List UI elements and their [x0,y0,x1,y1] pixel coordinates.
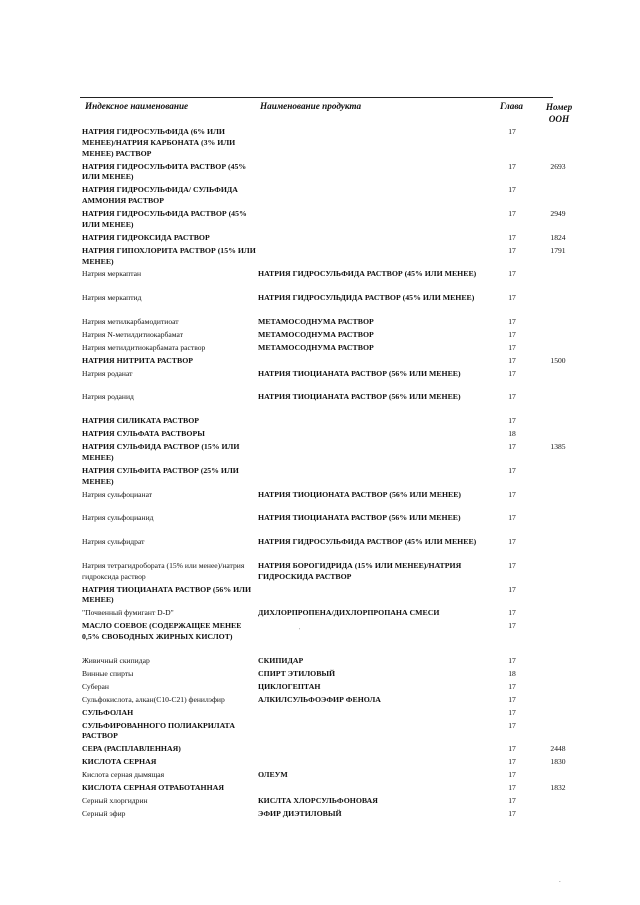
table-row [0,392,640,416]
chapter-cell: 18 [508,429,516,439]
index-name-cell: Натрия меркаптид [82,293,142,303]
header-index-name: Индексное наименование [85,101,189,111]
product-name-cell: ДИХЛОРПРОПЕНА/ДИХЛОРПРОПАНА СМЕСИ [258,608,440,618]
index-name-cell: НАТРИЯ СУЛЬФАТА РАСТВОРЫ [82,429,205,439]
table-row [0,429,640,442]
product-name-cell: НАТРИЯ ТИОЦИОНАТА РАСТВОР (56% ИЛИ МЕНЕЕ) [258,489,462,499]
table-row [0,669,640,682]
un-number-cell: 1832 [550,783,566,793]
un-number-cell: 1824 [550,232,566,242]
chapter-cell: 17 [508,513,516,523]
chapter-cell: 17 [508,770,516,780]
index-name-cell: Сульфокислота, алкан(С10-С21) фенилэфир [82,694,225,704]
index-name-cell: НАТРИЯ НИТРИТА РАСТВОР [82,355,194,365]
index-name-cell: НАТРИЯ ГИДРОСУЛЬФИДА/ СУЛЬФИДА АММОНИЯ РАСТВОР [82,185,238,206]
product-name-cell: КИСЛТА ХЛОРСУЛЬФОНОВАЯ [258,796,378,806]
index-name-cell: Натрия меркаптан [82,269,142,279]
product-name-cell: НАТРИЯ БОРОГИДРИДА (15% ИЛИ МЕНЕЕ)/НАТРИЯ ГИДРОСКИДА РАСТВОР [258,560,462,581]
index-name-cell: Серный хлоргидрин [82,796,148,806]
table-row [0,466,640,490]
table-row [0,356,640,369]
index-name-cell: НАТРИЯ ТИОЦИАНАТА РАСТВОР (56% ИЛИ МЕНЕЕ) [82,584,252,605]
speck-mark: . [559,876,561,884]
chapter-cell: 17 [508,720,516,730]
header-un-number: Номер ООН [545,102,573,124]
index-name-cell: Натрия сульфоцианид [82,513,154,523]
index-name-cell: КИСЛОТА СЕРНАЯ [82,757,157,767]
table-row [0,757,640,770]
header-chapter: Глава [500,101,524,111]
un-number-cell: 1500 [550,355,566,365]
product-name-cell: АЛКИЛСУЛЬФОЭФИР ФЕНОЛА [258,694,381,704]
chapter-cell: 17 [508,245,516,255]
table-body [0,127,640,822]
table-row [0,621,640,656]
product-name-cell: СКИПИДАР [258,655,304,665]
index-name-cell: НАТРИЯ СУЛЬФИТА РАСТВОР (25% ИЛИ МЕНЕЕ) [82,465,239,486]
table-row [0,585,640,609]
table-row [0,608,640,621]
chapter-cell: 17 [508,744,516,754]
product-name-cell: ОЛЕУМ [258,770,288,780]
chapter-cell: 17 [508,757,516,767]
chapter-cell: 17 [508,209,516,219]
chapter-cell: 17 [508,232,516,242]
index-name-cell: Винные спирты [82,668,134,678]
index-name-cell: НАТРИЯ СИЛИКАТА РАСТВОР [82,416,200,426]
table-row [0,783,640,796]
chapter-cell: 17 [508,584,516,594]
index-name-cell: НАТРИЯ ГИДРОСУЛЬФИДА (6% ИЛИ МЕНЕЕ)/НАТРИЯ КАРБОНАТА (3% ИЛИ МЕНЕЕ) РАСТВОР [82,127,236,158]
chapter-cell: 17 [508,655,516,665]
chapter-cell: 17 [508,694,516,704]
table-row [0,369,640,393]
index-name-cell: Живичный скипидар [82,655,150,665]
chapter-cell: 17 [508,608,516,618]
chapter-cell: 17 [508,185,516,195]
index-name-cell: Кислота серная дымящая [82,770,165,780]
index-name-cell: Суберан [82,681,109,691]
chapter-cell: 17 [508,537,516,547]
index-name-cell: Серный эфир [82,808,126,818]
chapter-cell: 17 [508,796,516,806]
index-name-cell: Натрия тетрагидробората (15% или менее)/натрия гидроксида раствор [82,560,245,581]
index-name-cell: КИСЛОТА СЕРНАЯ ОТРАБОТАННАЯ [82,783,224,793]
index-name-cell: Натрия N-метилдитиокарбамат [82,329,184,339]
chapter-cell: 17 [508,342,516,352]
table-row [0,561,640,585]
table-row [0,127,640,162]
chapter-cell: 18 [508,668,516,678]
un-number-cell: 2949 [550,209,566,219]
chapter-cell: 17 [508,681,516,691]
chapter-cell: 17 [508,465,516,475]
chapter-cell: 17 [508,329,516,339]
table-row [0,233,640,246]
table-row [0,269,640,293]
chapter-cell: 17 [508,269,516,279]
product-name-cell: МЕТАМОСОДНУМА РАСТВОР [258,329,374,339]
chapter-cell: 17 [508,489,516,499]
index-name-cell: Натрия роданат [82,368,133,378]
table-row [0,708,640,721]
table-row [0,185,640,209]
index-name-cell: НАТРИЯ ГИПОХЛОРИТА РАСТВОР (15% ИЛИ МЕНЕЕ) [82,245,256,266]
index-name-cell: "Почвенный фумигант D-D" [82,608,174,618]
index-name-cell: НАТРИЯ ГИДРОСУЛЬФИДА РАСТВОР (45% ИЛИ МЕНЕЕ) [82,209,247,229]
index-name-cell: НАТРИЯ ГИДРОСУЛЬФИТА РАСТВОР (45% ИЛИ МЕНЕЕ) [82,161,247,182]
un-number-cell: 1830 [550,757,566,767]
chapter-cell: 17 [508,783,516,793]
product-name-cell: СПИРТ ЭТИЛОВЫЙ [258,668,336,678]
index-name-cell: Натрия роданид [82,392,134,402]
table-row [0,209,640,233]
table-row [0,656,640,669]
chapter-cell: 17 [508,621,516,631]
table-row [0,682,640,695]
speck-mark: ' [299,628,301,634]
chapter-cell: 17 [508,127,516,136]
table-row [0,490,640,514]
chapter-cell: 17 [508,316,516,326]
product-name-cell: ЦИКЛОГЕПТАН [258,681,321,691]
table-row [0,317,640,330]
un-number-cell: 1791 [550,245,566,255]
table-row [0,695,640,708]
table-row [0,796,640,809]
chapter-cell: 17 [508,368,516,378]
table-row [0,246,640,270]
index-name-cell: НАТРИЯ ГИДРОКСИДА РАСТВОР [82,232,210,242]
index-name-cell: Натрия сульфидрат [82,537,145,547]
table-row [0,721,640,745]
header-product-name: Наименование продукта [260,101,362,111]
un-number-cell: 2693 [550,161,566,171]
product-name-cell: МЕТАМОСОДНУМА РАСТВОР [258,316,374,326]
chapter-cell: 17 [508,161,516,171]
chapter-cell: 17 [508,355,516,365]
index-name-cell: Натрия метилкарбамодитиоат [82,316,179,326]
index-name-cell: СЕРА (РАСПЛАВЛЕННАЯ) [82,744,181,754]
table-row [0,343,640,356]
product-name-cell: НАТРИЯ ТИОЦИАНАТА РАСТВОР (56% ИЛИ МЕНЕЕ) [258,392,461,402]
un-number-cell: 1385 [550,442,566,452]
table-row [0,744,640,757]
table-row [0,442,640,466]
chapter-cell: 17 [508,416,516,426]
index-name-cell: Натрия сульфоцианат [82,489,153,499]
header-rule [80,97,553,98]
chapter-cell: 17 [508,707,516,717]
table-row [0,293,640,317]
chapter-cell: 17 [508,293,516,303]
table-row [0,770,640,783]
index-name-cell: СУЛЬФОЛАН [82,707,134,717]
chapter-cell: 17 [508,560,516,570]
un-number-cell: 2448 [550,744,566,754]
table-row [0,537,640,561]
index-name-cell: СУЛЬФИРОВАННОГО ПОЛИАКРИЛАТА РАСТВОР [82,720,235,741]
index-name-cell: НАТРИЯ СУЛЬФИДА РАСТВОР (15% ИЛИ МЕНЕЕ) [82,442,240,462]
table-row [0,809,640,822]
product-name-cell: НАТРИЯ ТИОЦИАНАТА РАСТВОР (56% ИЛИ МЕНЕЕ) [258,368,461,378]
chapter-cell: 17 [508,442,516,452]
product-name-cell: НАТРИЯ ГИДРОСУЛЬФИДА РАСТВОР (45% ИЛИ МЕНЕЕ) [258,269,477,279]
chapter-cell: 17 [508,392,516,402]
table-row [0,513,640,537]
table-row [0,416,640,429]
product-name-cell: МЕТАМОСОДНУМА РАСТВОР [258,342,374,352]
product-name-cell: НАТРИЯ ГИДРОСУЛЬДИДА РАСТВОР (45% ИЛИ МЕНЕЕ) [258,293,475,303]
product-name-cell: НАТРИЯ ГИДРОСУЛЬФИДА РАСТВОР (45% ИЛИ МЕНЕЕ) [258,537,477,547]
product-name-cell: ЭФИР ДИЭТИЛОВЫЙ [258,808,342,818]
table-row [0,330,640,343]
product-name-cell: НАТРИЯ ТИОЦИАНАТА РАСТВОР (56% ИЛИ МЕНЕЕ) [258,513,461,523]
index-name-cell: МАСЛО СОЕВОЕ (СОДЕРЖАЩЕЕ МЕНЕЕ 0,5% СВОБОДНЫХ ЖИРНЫХ КИСЛОТ) [82,621,242,642]
index-name-cell: Натрия метилдитиокарбамата раствор [82,342,206,352]
table-row [0,162,640,186]
chapter-cell: 17 [508,808,516,818]
